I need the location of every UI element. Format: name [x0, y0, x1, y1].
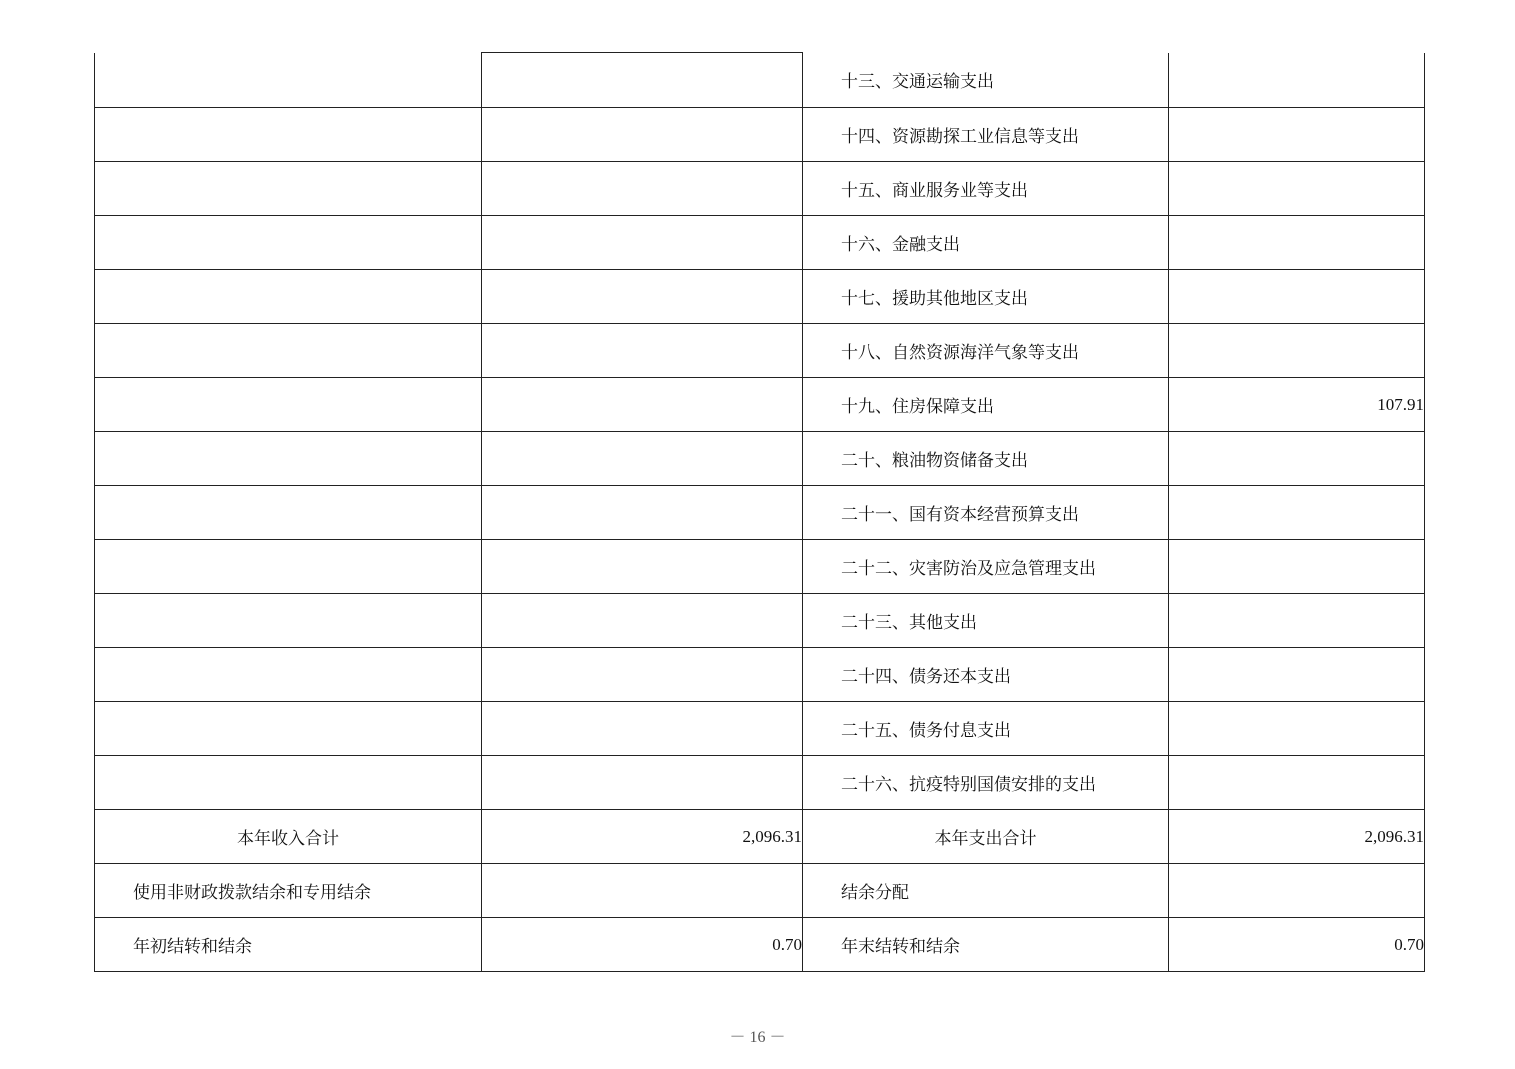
table-row — [95, 108, 1425, 162]
income-item-cell — [95, 540, 482, 594]
income-item-cell — [95, 432, 482, 486]
expense-amount-cell — [1169, 216, 1425, 270]
expense-item-cell: 二十六、抗疫特别国债安排的支出 — [803, 756, 1169, 810]
expense-item-cell: 十八、自然资源海洋气象等支出 — [803, 324, 1169, 378]
expense-amount-cell — [1169, 324, 1425, 378]
expense-amount-cell — [1169, 540, 1425, 594]
expense-item-cell: 二十三、其他支出 — [803, 594, 1169, 648]
expense-item-cell: 十六、金融支出 — [803, 216, 1169, 270]
income-item-cell — [95, 378, 482, 432]
income-amount-cell — [482, 486, 803, 540]
closing-carry-label: 年末结转和结余 — [803, 918, 1169, 972]
expense-item-cell: 十三、交通运输支出 — [803, 53, 1169, 108]
income-item-cell — [95, 270, 482, 324]
expense-amount-cell — [1169, 53, 1425, 108]
expense-amount-cell — [1169, 162, 1425, 216]
expense-item-cell: 十九、住房保障支出 — [803, 378, 1169, 432]
expense-item-cell: 二十二、灾害防治及应急管理支出 — [803, 540, 1169, 594]
income-amount-cell — [482, 594, 803, 648]
expense-item-cell: 二十、粮油物资储备支出 — [803, 432, 1169, 486]
income-item-cell — [95, 162, 482, 216]
table-row — [95, 53, 1425, 108]
expense-amount-cell — [1169, 270, 1425, 324]
table-row — [95, 486, 1425, 540]
income-item-cell — [95, 324, 482, 378]
balance-distribution-value — [1169, 864, 1425, 918]
expense-amount-cell — [1169, 108, 1425, 162]
table-row — [95, 648, 1425, 702]
income-item-cell — [95, 108, 482, 162]
table-row — [95, 540, 1425, 594]
expense-item-cell: 二十五、债务付息支出 — [803, 702, 1169, 756]
table-row — [95, 270, 1425, 324]
income-amount-cell — [482, 270, 803, 324]
table-row — [95, 378, 1425, 432]
balance-use-row — [95, 864, 1425, 918]
income-amount-cell — [482, 648, 803, 702]
expense-item-cell: 二十四、债务还本支出 — [803, 648, 1169, 702]
balance-distribution-label: 结余分配 — [803, 864, 1169, 918]
table-row — [95, 324, 1425, 378]
income-amount-cell — [482, 378, 803, 432]
income-item-cell — [95, 594, 482, 648]
balance-use-value — [482, 864, 803, 918]
income-amount-cell — [482, 432, 803, 486]
table-row — [95, 216, 1425, 270]
income-amount-cell — [482, 756, 803, 810]
expense-amount-cell — [1169, 648, 1425, 702]
expense-item-cell: 二十一、国有资本经营预算支出 — [803, 486, 1169, 540]
income-item-cell — [95, 756, 482, 810]
income-item-cell — [95, 216, 482, 270]
expense-total-value: 2,096.31 — [1169, 810, 1425, 864]
income-amount-cell — [482, 162, 803, 216]
expense-amount-cell — [1169, 702, 1425, 756]
income-item-cell — [95, 486, 482, 540]
table-row — [95, 702, 1425, 756]
totals-row — [95, 810, 1425, 864]
table-row — [95, 594, 1425, 648]
income-total-label: 本年收入合计 — [95, 810, 482, 864]
expense-item-cell: 十七、援助其他地区支出 — [803, 270, 1169, 324]
expense-amount-cell: 107.91 — [1169, 378, 1425, 432]
income-amount-cell — [482, 324, 803, 378]
table-row — [95, 162, 1425, 216]
income-item-cell — [95, 702, 482, 756]
expense-amount-cell — [1169, 432, 1425, 486]
expense-item-cell: 十五、商业服务业等支出 — [803, 162, 1169, 216]
income-item-cell — [95, 53, 482, 108]
table-row — [95, 432, 1425, 486]
expense-item-cell: 十四、资源勘探工业信息等支出 — [803, 108, 1169, 162]
income-amount-cell — [482, 702, 803, 756]
expense-amount-cell — [1169, 594, 1425, 648]
budget-table — [94, 52, 1425, 972]
income-amount-cell — [482, 216, 803, 270]
income-item-cell — [95, 648, 482, 702]
table-row — [95, 756, 1425, 810]
expense-total-label: 本年支出合计 — [803, 810, 1169, 864]
expense-amount-cell — [1169, 486, 1425, 540]
opening-carry-value: 0.70 — [482, 918, 803, 972]
closing-carry-value: 0.70 — [1169, 918, 1425, 972]
income-amount-cell — [482, 53, 803, 108]
income-amount-cell — [482, 540, 803, 594]
balance-use-label: 使用非财政拨款结余和专用结余 — [95, 864, 482, 918]
expense-amount-cell — [1169, 756, 1425, 810]
page-number: － 16 － — [729, 1029, 786, 1046]
carry-over-row — [95, 918, 1425, 972]
income-amount-cell — [482, 108, 803, 162]
income-total-value: 2,096.31 — [482, 810, 803, 864]
opening-carry-label: 年初结转和结余 — [95, 918, 482, 972]
